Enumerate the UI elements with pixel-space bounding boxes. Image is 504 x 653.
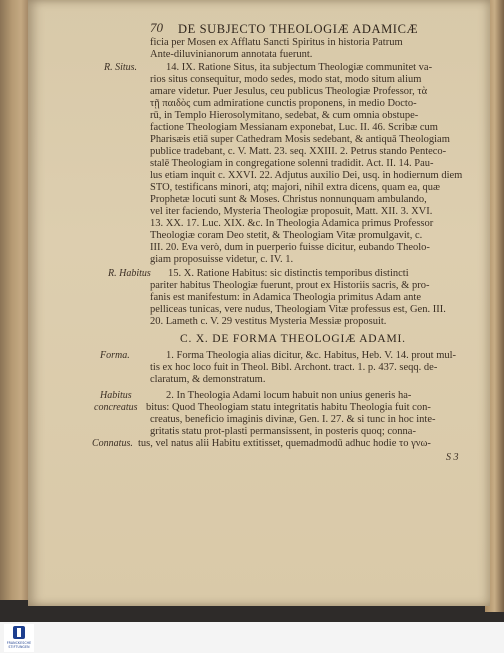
text-line: τῇ παιδὸς cum admiratione cunctis proponens, in medio Docto- <box>150 98 417 109</box>
library-logo[interactable] <box>4 624 34 652</box>
text-line: ficia per Mosen ex Afflatu Sancti Spiritus in historia Patrum <box>150 37 403 48</box>
text-line: publice tradebant, c. V. Matt. 23. seq. XXIII. 2. Petrus stando Penteco- <box>150 146 447 157</box>
text-line: pariter habitus Theologiæ fuerunt, prout ex Historiis sacris, & pro- <box>150 280 430 291</box>
margin-note-connatus: Connatus. <box>92 438 133 449</box>
text-line: giam proposuisse videtur, c. IV. 1. <box>150 254 294 265</box>
text-line: 13. XX. 17. Luc. XIX. &c. In Theologia Adamica primus Professor <box>150 218 434 229</box>
margin-note-situs: R. Situs. <box>104 62 138 73</box>
margin-note-habitus-concreatus: concreatus <box>94 402 138 413</box>
text-line: bitus: Quod Theologiam statu integritatis habitu Theologia fuit con- <box>146 402 431 413</box>
text-line: factione Theologiam Messianam exponebat, Luc. II. 46. Scribæ cum <box>150 122 438 133</box>
text-line: 15. X. Ratione Habitus: sic distinctis temporibus distincti <box>168 268 409 279</box>
text-line: STO, testificans minori, atq; majori, nihil extra dicens, quam ea, quæ <box>150 182 440 193</box>
text-line: amare videtur. Puer Jesulus, ceu publicus Theologiæ Professor, τὰ <box>150 86 428 97</box>
text-line: Ante-diluvinianorum annotata fuerunt. <box>150 49 313 60</box>
text-line: tis ex hoc loco fuit in Theol. Bibl. Archont. tract. 1. p. 437. seqq. de- <box>150 362 438 373</box>
text-line: stalē Theologiam in congregatione solenni tradidit. Act. II. 14. Pau- <box>150 158 434 169</box>
book-page <box>28 0 490 606</box>
text-line: creatus, beneficio imaginis divinæ, Gen. I. 27. & si tunc in hoc inte- <box>150 414 436 425</box>
text-line: pelliceas tunicas, vere nudus, Theologiam Vitæ professus est, Gen. III. <box>150 304 446 315</box>
text-line: lus etiam inquit c. XXVI. 22. Adjutus auxilio Dei, usq. in hodiernum diem <box>150 170 463 181</box>
page-number: 70 <box>150 20 163 35</box>
signature-mark: S 3 <box>446 452 459 463</box>
running-head: DE SUBJECTO THEOLOGIÆ ADAMICÆ <box>178 22 419 36</box>
text-line: claratum, & demonstratum. <box>150 374 266 385</box>
text-line: Theologiæ coram Deo stetit, & Theologiam Vitæ promulgavit, c. <box>150 230 423 241</box>
text-line: vel iter faciendo, Mysteria Theologiæ proposuit, Matt. XII. 3. XVI. <box>150 206 433 217</box>
text-line: 1. Forma Theologia alias dicitur, &c. Habitus, Heb. V. 14. prout mul- <box>166 350 457 361</box>
library-logo-icon <box>13 626 25 639</box>
text-line: 2. In Theologia Adami locum habuit non unius generis ha- <box>166 390 412 401</box>
text-line: 14. IX. Ratione Situs, ita subjectum Theologiæ communitet va- <box>166 62 433 73</box>
margin-note-forma: Forma. <box>100 350 130 361</box>
library-logo-text: FRANCKESCHE STIFTUNGEN <box>6 641 32 649</box>
text-line: Prophetæ locuti sunt & Moses. Christus nonnunquam ambulando, <box>150 194 427 205</box>
book-spine-left <box>0 0 30 600</box>
text-line: tus, vel natus alii Habitu extitisset, quemadmodū adhuc hodie το γνω- <box>138 438 431 449</box>
text-line: rū, in Templo Hierosolymitano, sedebat, & cum omnia obstupe- <box>150 110 419 121</box>
text-line: 20. Lameth c. V. 29 vestitus Mysteria Messiæ proposuit. <box>150 316 387 327</box>
text-line: fanis est manifestum: in Adamica Theologia primitus Adam ante <box>150 292 422 303</box>
chapter-heading: C. X. DE FORMA THEOLOGIÆ ADAMI. <box>180 333 406 345</box>
margin-note-habitus: R. Habitus <box>108 268 151 279</box>
text-line: gritatis statu prot-plasti permansissent, in posteris quoq; conna- <box>150 426 416 437</box>
viewer-footer <box>0 622 504 653</box>
text-line: III. 20. Eva verò, dum in puerperio fuisse dicitur, eubando Theolo- <box>150 242 430 253</box>
margin-note-habitus-concreatus: Habitus <box>100 390 132 401</box>
text-line: rios situs consequitur, modo sedes, modo stat, modo situm alium <box>150 74 422 85</box>
text-line: Pharisæis etiā super Cathedram Mosis sedebant, & antiquā Theologiam <box>150 134 450 145</box>
